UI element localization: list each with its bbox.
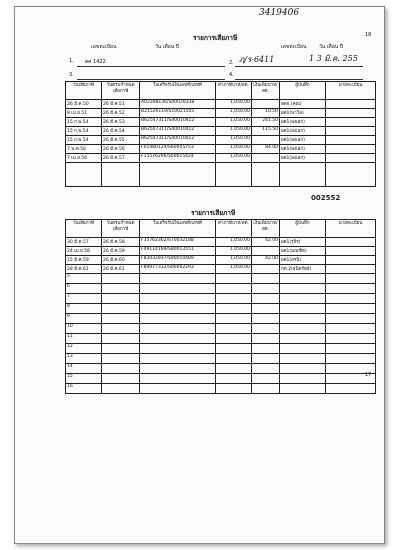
due-date: 26 มี.ค.52	[102, 109, 140, 118]
recorder: ผต1(ลงเอก)	[280, 127, 326, 136]
table-row	[66, 247, 376, 256]
receipt-no: A02398136/S00020338	[140, 100, 216, 109]
row-number: 9	[66, 314, 102, 324]
table1-header: เงินเพิ่มบาท/สต.	[252, 82, 280, 100]
surcharge	[252, 136, 280, 145]
registrar	[326, 238, 376, 247]
recorder: ผต1(ลงเอก)	[280, 136, 326, 145]
tax-amount: 1,050.00	[216, 247, 252, 256]
table-row	[66, 238, 376, 247]
table-row	[66, 384, 376, 394]
handwritten-reference: 3419406	[259, 8, 300, 18]
receipt-no: B62547311/S40010412	[140, 136, 216, 145]
recorder: ผต1(ลงเอก)	[280, 118, 326, 127]
table-row	[66, 304, 376, 314]
row4-line	[235, 79, 363, 80]
receipt-no: F49114169/S80013551	[140, 247, 216, 256]
recorder: ผต1(ลงเอก)	[280, 154, 326, 163]
row1-number: 1.	[69, 58, 74, 64]
pay-date: 7 เม.ย.56	[66, 154, 102, 163]
receipt-no: F15576296/S60015424	[140, 154, 216, 163]
table-row	[66, 314, 376, 324]
registrar	[326, 118, 376, 127]
table1-header: วันครบกำหนดเสียภาษี	[102, 82, 140, 100]
surcharge: 241.50	[252, 118, 280, 127]
table2-header: วันครบกำหนดเสียภาษี	[102, 220, 140, 238]
row-number: 15	[66, 374, 102, 384]
footer-page-number: 17	[365, 372, 372, 378]
table1-header: วันเสียภาษี	[66, 82, 102, 100]
table-row	[66, 136, 376, 145]
table1-header-row	[66, 82, 376, 100]
row-number: 13	[66, 354, 102, 364]
registrar	[326, 256, 376, 265]
tax-amount: 1,050.00	[216, 118, 252, 127]
table2-header: วันเสียภาษี	[66, 220, 102, 238]
due-date: 26 มี.ค.55	[102, 136, 140, 145]
row2-number: 2.	[229, 60, 234, 66]
registrar	[326, 127, 376, 136]
due-date: 26 มี.ค.56	[102, 145, 140, 154]
table-row	[66, 109, 376, 118]
pay-date: 15 ก.พ.54	[66, 118, 102, 127]
table2-header: นายทะเบียน	[326, 220, 376, 238]
receipt-no: B21526119/S10021505	[140, 109, 216, 118]
section-title-2: รายการเสียภาษี	[191, 209, 236, 217]
recorder: ผต1(มณฑิต)	[280, 247, 326, 256]
reg-column-label-2: เลขทะเบียน	[281, 44, 307, 50]
registrar	[326, 247, 376, 256]
table-row	[66, 334, 376, 344]
receipt-no: F89077332/S00002293	[140, 265, 216, 274]
pay-date: 15 มี.ค.59	[66, 256, 102, 265]
surcharge	[252, 247, 280, 256]
recorder: กต.2(ธนิตร์ทย์)	[280, 265, 326, 274]
table2-header: ค่าภาษีบาท/สต.	[216, 220, 252, 238]
due-date: 26 มี.ค.53	[102, 118, 140, 127]
section-title: รายการเสียภาษี	[193, 34, 238, 42]
due-date: 26 มี.ค.54	[102, 127, 140, 136]
due-date: 26 มี.ค.57	[102, 154, 140, 163]
table1-header: ใบเสร็จรับเงินเลขที่/เลขที่	[140, 82, 216, 100]
registrar	[326, 265, 376, 274]
stamp-number: 002552	[311, 194, 341, 202]
table-row	[66, 274, 376, 284]
table2-header: เงินเพิ่มบาท/สต.	[252, 220, 280, 238]
row2-date: 1 3 มิ.ค. 255	[309, 54, 358, 63]
receipt-no: F01480124/S60005753	[140, 145, 216, 154]
pay-date: 7 พ.ค.56	[66, 145, 102, 154]
surcharge: 10.50	[252, 109, 280, 118]
pay-date: 8 เม.ย.51	[66, 109, 102, 118]
table2-header-row	[66, 220, 376, 238]
surcharge: 42.00	[252, 256, 280, 265]
table-row-empty	[66, 163, 376, 187]
pay-date: 24 เม.ย.58	[66, 247, 102, 256]
due-date: 26 มี.ค.59	[102, 247, 140, 256]
table-row	[66, 256, 376, 265]
row1-registration: ตศ 1422	[85, 59, 106, 65]
surcharge	[252, 265, 280, 274]
row-number: 12	[66, 344, 102, 354]
tax-amount: 1,050.00	[216, 109, 252, 118]
pay-date: 15 ก.พ.54	[66, 136, 102, 145]
tax-amount: 1,050.00	[216, 265, 252, 274]
document-page	[14, 6, 385, 544]
registrar	[326, 100, 376, 109]
page-number: 18	[365, 32, 372, 38]
table-row	[66, 374, 376, 384]
tax-amount: 1,050.00	[216, 154, 252, 163]
table-row	[66, 354, 376, 364]
tax-amount: 1,050.00	[216, 256, 252, 265]
table2-header: ผู้บันทึก	[280, 220, 326, 238]
due-date: 26 มี.ค.51	[102, 100, 140, 109]
tax-amount: 1,050.00	[216, 127, 252, 136]
row-number: 11	[66, 334, 102, 344]
row3-line	[77, 79, 225, 80]
due-date: 26 มี.ค.60	[102, 256, 140, 265]
row-number: 7	[66, 294, 102, 304]
table-row	[66, 100, 376, 109]
due-date: 26 มี.ค.58	[102, 238, 140, 247]
receipt-no: F83032937/S90010489	[140, 256, 216, 265]
tax-table-2	[65, 219, 376, 394]
recorder: ผต1(รุจิร)	[280, 238, 326, 247]
due-date: 26 มี.ค.61	[102, 265, 140, 274]
row2-registration: ฦ/ร-6411	[239, 55, 275, 64]
table1-header: นายทะเบียน	[326, 82, 376, 100]
recorder: สตก.(คุณ)	[280, 100, 326, 109]
row-number: 6	[66, 284, 102, 294]
receipt-no: F35762362/S70032188	[140, 238, 216, 247]
registrar	[326, 109, 376, 118]
table-row	[66, 265, 376, 274]
surcharge: 115.50	[252, 127, 280, 136]
table-row	[66, 284, 376, 294]
surcharge: 84.00	[252, 145, 280, 154]
row-number: 16	[66, 384, 102, 394]
recorder: ผต1(ลงเอก)	[280, 145, 326, 154]
row-number: 8	[66, 304, 102, 314]
receipt-no: B62547311/S40010412	[140, 118, 216, 127]
table-row	[66, 364, 376, 374]
table2-header: ใบเสร็จรับเงินเลขที่/เลขที่	[140, 220, 216, 238]
row4-number: 4.	[229, 72, 234, 78]
pay-date: 15 ก.พ.54	[66, 127, 102, 136]
table-row	[66, 154, 376, 163]
pay-date: 28 มี.ค.61	[66, 265, 102, 274]
surcharge: 42.00	[252, 238, 280, 247]
row2-line	[235, 66, 363, 67]
pay-date: 30 มี.ค.57	[66, 238, 102, 247]
row3-number: 3.	[69, 72, 74, 78]
table-row	[66, 127, 376, 136]
row-number: 5	[66, 274, 102, 284]
registrar	[326, 145, 376, 154]
date-column-label-2: วัน เดือน ปี	[319, 44, 343, 50]
tax-amount: 1,050.00	[216, 238, 252, 247]
table-row	[66, 344, 376, 354]
registrar	[326, 154, 376, 163]
table-row	[66, 118, 376, 127]
reg-column-label: เลขทะเบียน	[91, 44, 117, 50]
registrar	[326, 136, 376, 145]
table-row	[66, 294, 376, 304]
row-number: 10	[66, 324, 102, 334]
recorder: ผต1(พาวิล)	[280, 109, 326, 118]
row1-line	[77, 66, 225, 67]
table1-header: ค่าภาษีบาท/สต.	[216, 82, 252, 100]
tax-table-1	[65, 81, 376, 187]
recorder: ผต1(อรนิ)	[280, 256, 326, 265]
table1-header: ผู้บันทึก	[280, 82, 326, 100]
tax-amount: 1,050.00	[216, 100, 252, 109]
tax-amount: 1,050.00	[216, 145, 252, 154]
table-row	[66, 324, 376, 334]
surcharge	[252, 154, 280, 163]
tax-amount: 1,050.00	[216, 136, 252, 145]
receipt-no: B62547311/S40010412	[140, 127, 216, 136]
date-column-label: วัน เดือน ปี	[155, 44, 179, 50]
pay-date: 26 มี.ค.50	[66, 100, 102, 109]
row-number: 14	[66, 364, 102, 374]
table-row	[66, 145, 376, 154]
surcharge	[252, 100, 280, 109]
